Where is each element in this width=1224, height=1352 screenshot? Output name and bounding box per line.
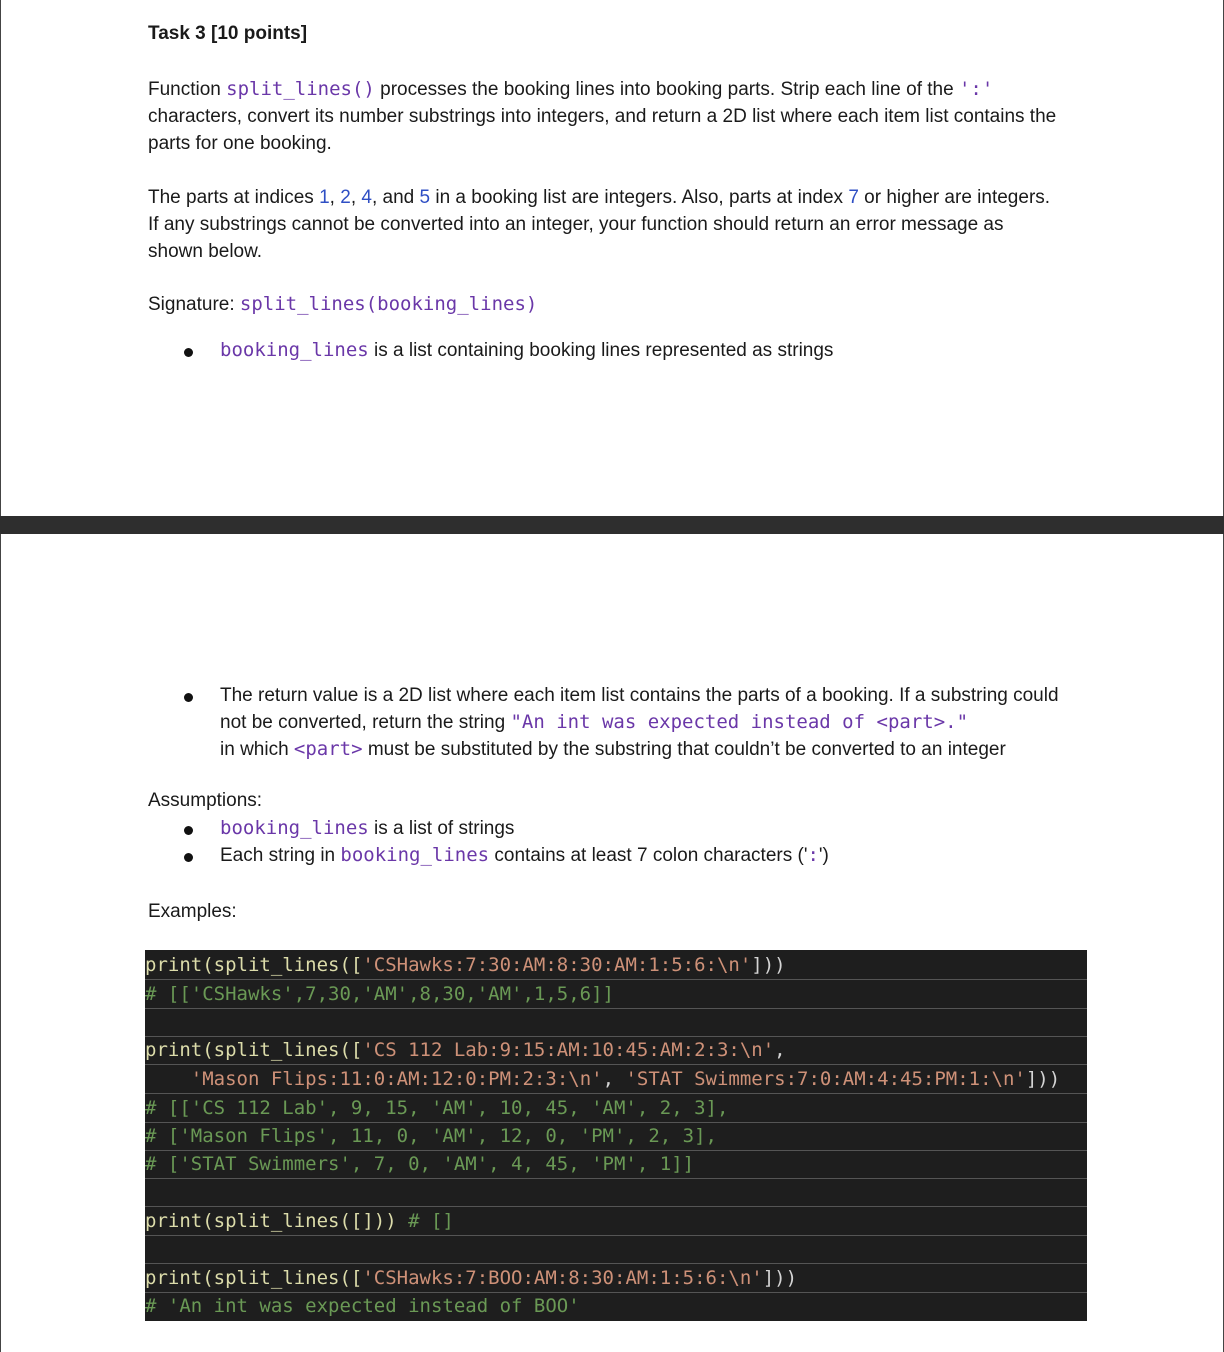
p2-text-a: The parts at indices (148, 187, 320, 208)
page-separator (0, 516, 1224, 534)
colon-char-code: ':' (958, 78, 994, 100)
p1-text-a: Function (148, 79, 227, 100)
error-message-code: "An int was expected instead of <part>." (510, 711, 969, 733)
return-value-list (148, 682, 1078, 763)
return-text-c: must be substituted by the substring that couldn’t be converted to an integer (362, 739, 1006, 760)
list-item (148, 682, 1078, 763)
code-line-6: # ['Mason Flips', 11, 0, 'AM', 12, 0, 'PM', 2, 3], (145, 1123, 1087, 1151)
p1-text-c: characters, convert its number substrings into integers, and return a 2D list where each item list contains the parts for one booking. (148, 106, 1057, 154)
list-item (148, 842, 1078, 869)
code-line-blank (145, 1236, 1087, 1264)
signature-label: Signature: (148, 294, 240, 315)
code-line-9: print(split_lines(['CSHawks:7:BOO:AM:8:30:AM:1:5:6:\n'])) (145, 1265, 1087, 1293)
signature-code: split_lines(booking_lines) (239, 293, 538, 315)
code-line-2: # [['CSHawks',7,30,'AM',8,30,'AM',1,5,6]] (145, 981, 1087, 1009)
page-1 (0, 0, 1224, 516)
examples-heading: Examples: (148, 901, 237, 922)
return-text-a: The return value is a 2D list where each item list contains the parts of a booking. If a substring could not be converted, return the string (220, 685, 1059, 733)
code-line-3: print(split_lines(['CS 112 Lab:9:15:AM:10:45:AM:2:3:\n', (145, 1037, 1087, 1065)
return-text-b: in which (220, 739, 294, 760)
parameter-list (148, 337, 1078, 364)
index-5: 5 (419, 187, 431, 208)
bullet-icon (184, 693, 193, 702)
assumption-2-text-c: ') (818, 845, 829, 866)
param-text: is a list containing booking lines represented as strings (368, 340, 834, 361)
function-name-code: split_lines() (226, 78, 375, 100)
description-paragraph-2 (148, 184, 1058, 265)
code-line-1: print(split_lines(['CSHawks:7:30:AM:8:30:AM:1:5:6:\n'])) (145, 952, 1087, 980)
code-block (145, 950, 1087, 1321)
code-line-blank (145, 1179, 1087, 1207)
assumption-2-text-a: Each string in (220, 845, 341, 866)
p2-sep-1: , (329, 187, 341, 208)
description-paragraph-1 (148, 76, 1058, 157)
list-item (148, 337, 1078, 364)
code-line-5: # [['CS 112 Lab', 9, 15, 'AM', 10, 45, 'AM', 2, 3], (145, 1095, 1087, 1123)
index-2: 2 (340, 187, 351, 208)
part-placeholder-code: <part> (293, 738, 363, 760)
p2-text-b: in a booking list are integers. Also, parts at index (430, 187, 849, 208)
assumptions-heading: Assumptions: (148, 790, 263, 811)
task-title: Task 3 [10 points] (148, 23, 308, 44)
assumption-2-colon: : (807, 844, 819, 866)
p2-text-c: or higher are integers. If any substrings cannot be converted into an integer, your function should return an error message as shown below. (148, 187, 1051, 262)
assumption-1-code: booking_lines (220, 817, 369, 839)
bullet-icon (184, 826, 193, 835)
index-1: 1 (319, 187, 330, 208)
page-2 (0, 534, 1224, 1352)
code-line-7: # ['STAT Swimmers', 7, 0, 'AM', 4, 45, 'PM', 1]] (145, 1151, 1087, 1179)
index-4: 4 (361, 187, 372, 208)
assumption-1-text: is a list of strings (368, 818, 515, 839)
code-line-4: 'Mason Flips:11:0:AM:12:0:PM:2:3:\n', 'STAT Swimmers:7:0:AM:4:45:PM:1:\n'])) (145, 1066, 1087, 1094)
index-7: 7 (848, 187, 859, 208)
assumptions-list (148, 815, 1078, 869)
bullet-icon (184, 348, 193, 357)
signature-line (148, 291, 1058, 318)
p2-sep-2: , (350, 187, 362, 208)
assumption-2-text-b: contains at least 7 colon characters (' (489, 845, 808, 866)
code-line-8: print(split_lines([])) # [] (145, 1208, 1087, 1236)
assumption-2-code: booking_lines (340, 844, 490, 866)
code-line-blank (145, 1009, 1087, 1037)
p2-sep-3: , and (371, 187, 420, 208)
p1-text-b: processes the booking lines into booking parts. Strip each line of the (374, 79, 959, 100)
code-line-10: # 'An int was expected instead of BOO' (145, 1295, 580, 1317)
param-code: booking_lines (220, 339, 369, 361)
list-item (148, 815, 1078, 842)
bullet-icon (184, 853, 193, 862)
